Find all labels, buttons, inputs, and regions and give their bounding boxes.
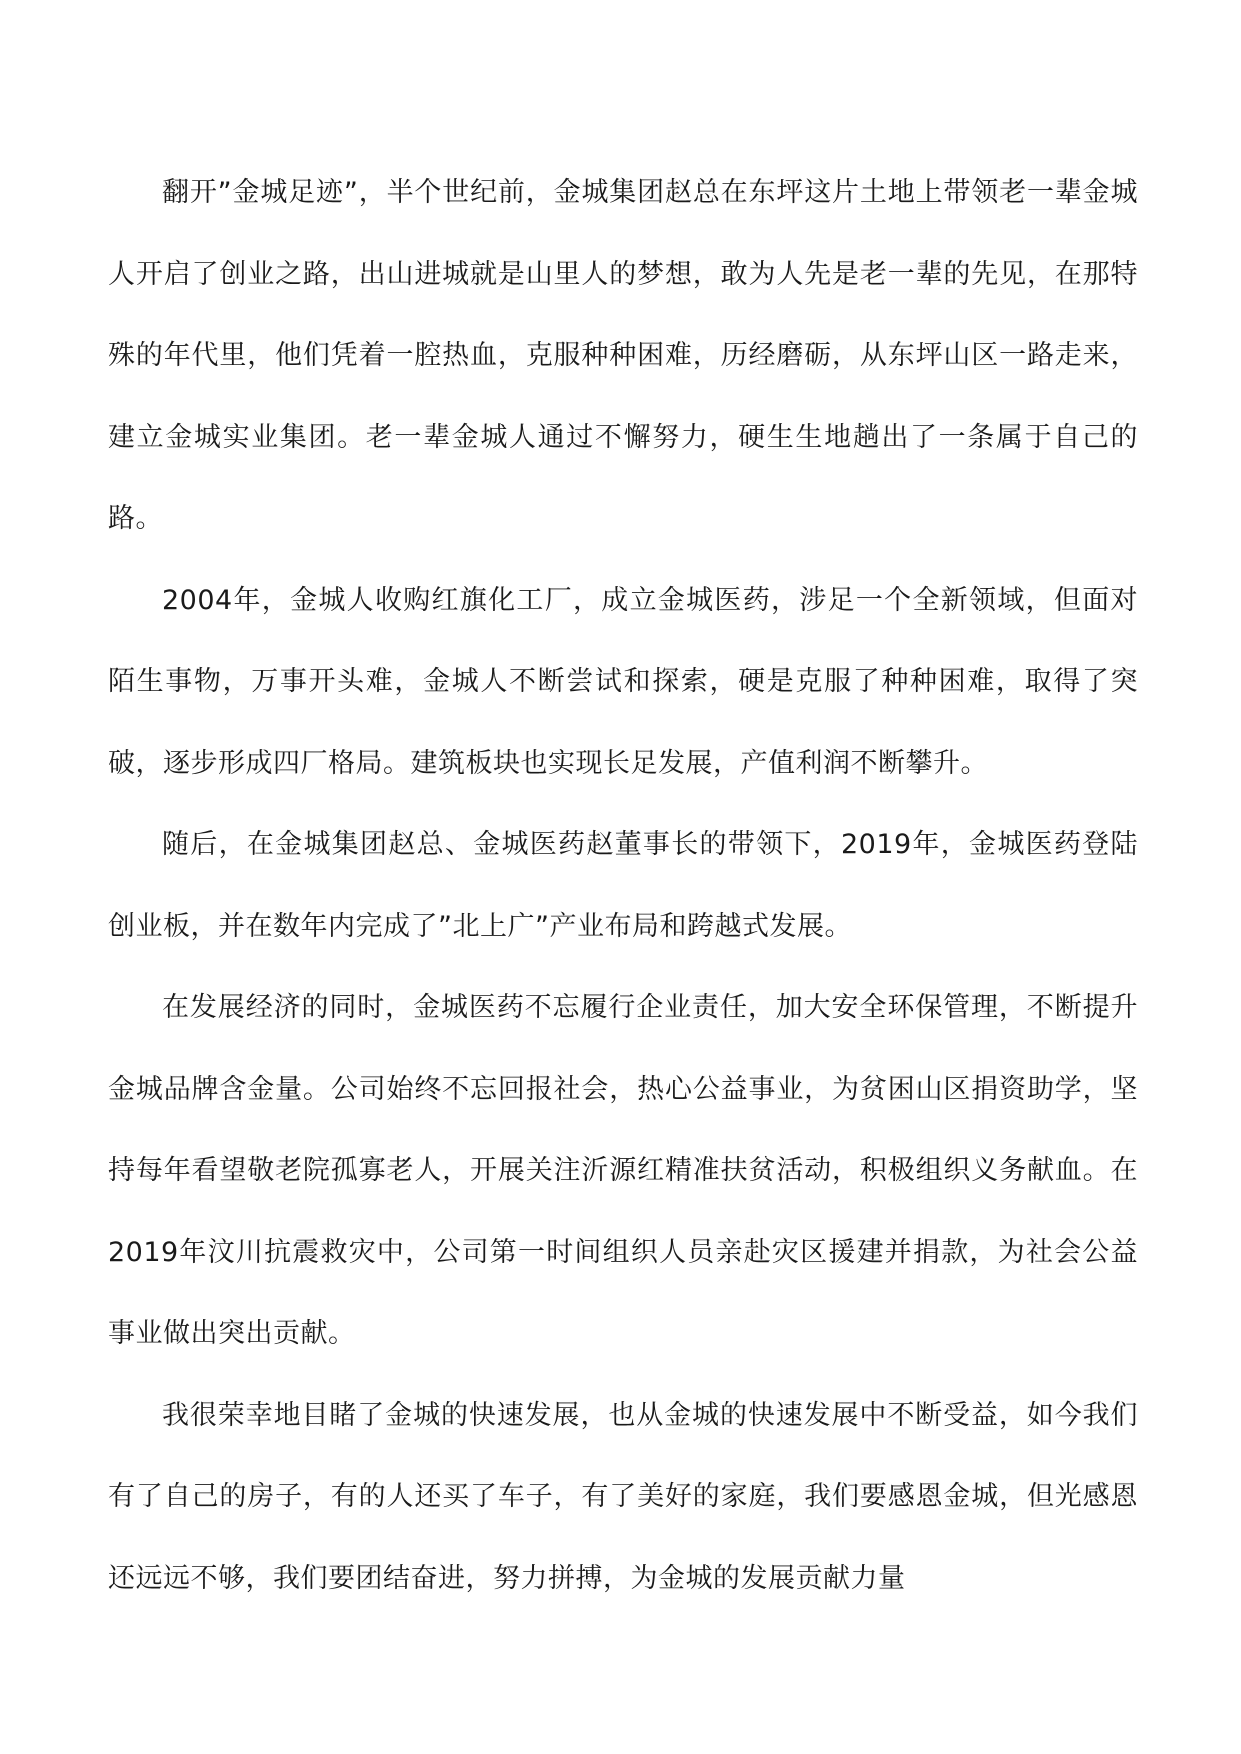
paragraph-pharma-2004: 2004年，金城人收购红旗化工厂，成立金城医药，涉足一个全新领域，但面对陌生事物，万事开头难，金城人不断尝试和探索，硬是克服了种种困难，取得了突破，逐步形成四厂格局。建筑板块也实现长足发展，产值利润不断攀升。 xyxy=(108,584,1138,779)
paragraph-social-responsibility: 在发展经济的同时，金城医药不忘履行企业责任，加大安全环保管理，不断提升金城品牌含金量。公司始终不忘回报社会，热心公益事业，为贫困山区捐资助学，坚持每年看望敬老院孤寡老人，开展关注沂源红精准扶贫活动，积极组织义务献血。在2019年汶川抗震救灾中，公司第一时间组织人员亲赴灾区援建并捐款，为社会公益事业做出突出贡献。 xyxy=(108,992,1138,1349)
paragraph-gratitude: 我很荣幸地目睹了金城的快速发展，也从金城的快速发展中不断受益，如今我们有了自己的房子，有的人还买了车子，有了美好的家庭，我们要感恩金城，但光感恩还远远不够，我们要团结奋进，努力拼搏，为金城的发展贡献力量 xyxy=(108,1399,1138,1594)
paragraph-listing-2019: 随后，在金城集团赵总、金城医药赵董事长的带领下，2019年，金城医药登陆创业板，并在数年内完成了”北上广”产业布局和跨越式发展。 xyxy=(108,829,1138,942)
paragraph-founding-history: 翻开”金城足迹”，半个世纪前，金城集团赵总在东坪这片土地上带领老一辈金城人开启了创业之路，出山进城就是山里人的梦想，敢为人先是老一辈的先见，在那特殊的年代里，他们凭着一腔热血，克服种种困难，历经磨砺，从东坪山区一路走来，建立金城实业集团。老一辈金城人通过不懈努力，硬生生地趟出了一条属于自己的路。 xyxy=(108,177,1138,534)
document-body xyxy=(108,152,1138,1619)
